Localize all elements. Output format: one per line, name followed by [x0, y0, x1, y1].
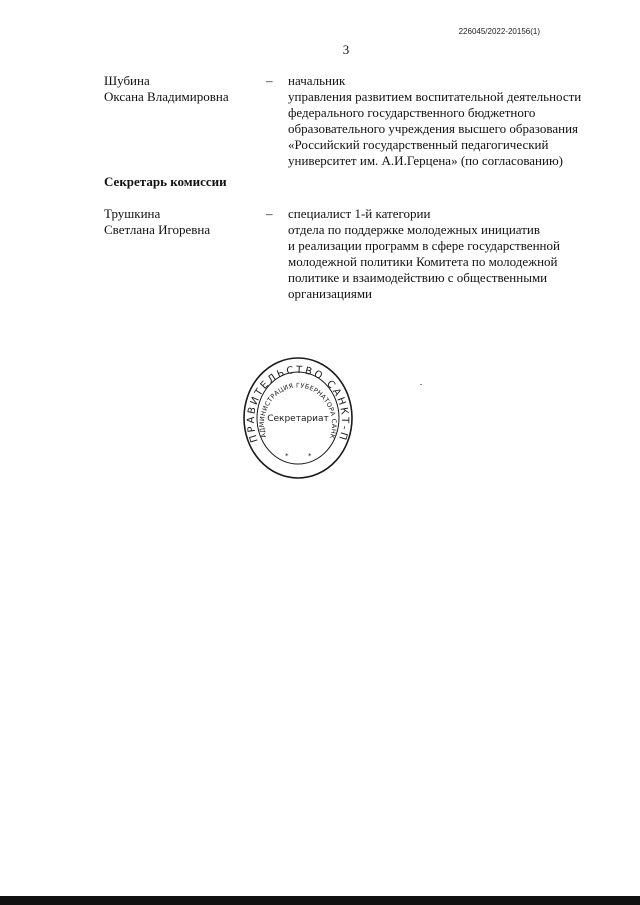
page-number: 3: [342, 42, 350, 57]
document-id: 226045/2022-20156(1): [458, 27, 540, 36]
seal-center-text: Секретариат: [267, 414, 329, 424]
seal-star-icon: [285, 452, 312, 460]
member-given-names: Оксана Владимировна: [104, 89, 229, 104]
member-role-line: университет им. А.И.Герцена» (по согласованию): [288, 153, 564, 168]
member-role: [288, 73, 598, 169]
seal-outer-text: ПРАВИТЕЛЬСТВО САНКТ-П: [245, 364, 351, 444]
member-role-line: начальник: [288, 73, 346, 88]
member-name: [104, 73, 254, 105]
secretary-role-line: специалист 1-й категории: [288, 206, 431, 221]
scan-speck: [420, 384, 422, 385]
member-role-line: федерального государственного бюджетного: [288, 105, 536, 120]
member-role-line: образовательного учреждения высшего образования: [288, 121, 578, 136]
member-role-line: «Российский государственный педагогический: [288, 137, 549, 152]
secretary-role-line: организациями: [288, 286, 372, 301]
secretary-surname: Трушкина: [104, 206, 161, 221]
seal-stamp-icon: [242, 355, 354, 481]
secretary-heading: Секретарь комиссии: [104, 174, 227, 189]
seal-inner-text: АДМИНИСТРАЦИЯ ГУБЕРНАТОРА САНК: [257, 381, 339, 440]
secretary-role-line: политике и взаимодействию с общественными: [288, 270, 548, 285]
member-surname: Шубина: [104, 73, 150, 88]
member-role-line: управления развитием воспитательной деятельности: [288, 89, 582, 104]
official-seal: [242, 355, 354, 481]
svg-text:*: *: [308, 452, 312, 460]
secretary-role-line: молодежной политики Комитета по молодежной: [288, 254, 558, 269]
secretary-dash: –: [266, 206, 273, 221]
svg-text:*: *: [285, 452, 289, 460]
secretary-role-line: и реализации программ в сфере государственной: [288, 238, 560, 253]
secretary-given-names: Светлана Игоревна: [104, 222, 211, 237]
secretary-name: [104, 206, 254, 238]
scan-bottom-edge: [0, 896, 640, 905]
secretary-role-line: отдела по поддержке молодежных инициатив: [288, 222, 540, 237]
member-dash: –: [266, 73, 273, 88]
secretary-role: [288, 206, 598, 302]
